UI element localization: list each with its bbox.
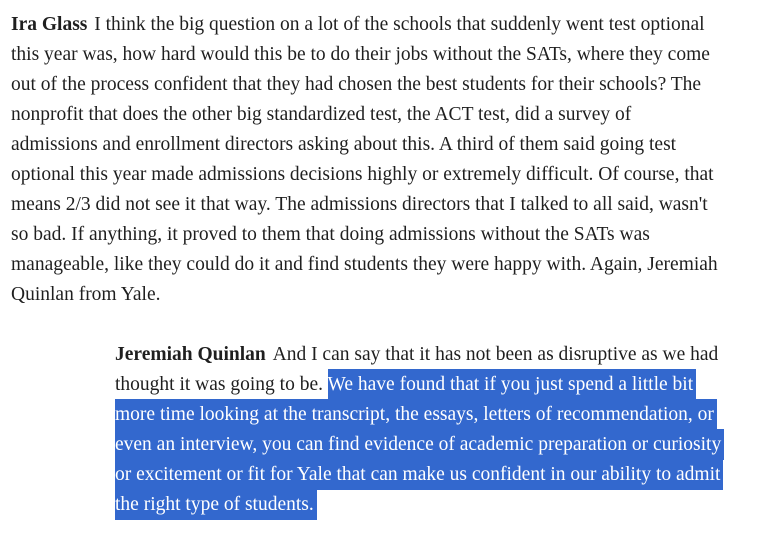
line-text: I think the big question on a lot of the schools that suddenly went test optional (94, 14, 705, 35)
selected-text-highlight: even an interview, you can find evidence of academic preparation or curiosity (115, 429, 724, 460)
line-text: And I can say that it has not been as disruptive as we had (272, 344, 719, 365)
speaker-name: Ira Glass (11, 14, 88, 35)
transcript-line (115, 400, 747, 430)
transcript-line: so bad. If anything, it proved to them that doing admissions without the SATs was (11, 224, 650, 245)
paragraph-ira-glass (11, 10, 747, 310)
transcript-line: manageable, like they could do it and find students they were happy with. Again, Jeremiah (11, 254, 718, 275)
transcript-line (115, 430, 747, 460)
selected-text-highlight: more time looking at the transcript, the essays, letters of recommendation, or (115, 399, 717, 430)
paragraph-jeremiah-quinlan (115, 340, 747, 520)
selected-text-highlight: We have found that if you just spend a little bit (328, 369, 697, 400)
transcript-line (11, 10, 747, 40)
transcript-line (115, 490, 747, 520)
transcript-line: this year was, how hard would this be to do their jobs without the SATs, where they come (11, 44, 710, 65)
transcript-line: out of the process confident that they had chosen the best students for their schools? The (11, 74, 702, 95)
transcript-line: means 2/3 did not see it that way. The admissions directors that I talked to all said, wasn't (11, 194, 708, 215)
selected-text-highlight: the right type of students. (115, 489, 317, 520)
speaker-name: Jeremiah Quinlan (115, 344, 266, 365)
transcript-line (115, 460, 747, 490)
transcript-line (115, 340, 747, 370)
transcript-line (115, 370, 747, 400)
transcript-line: nonprofit that does the other big standardized test, the ACT test, did a survey of (11, 104, 632, 125)
selected-text-highlight: or excitement or fit for Yale that can make us confident in our ability to admit (115, 459, 723, 490)
transcript-line: admissions and enrollment directors asking about this. A third of them said going test (11, 134, 677, 155)
line-text: thought it was going to be. (115, 374, 328, 395)
transcript-line: optional this year made admissions decisions highly or extremely difficult. Of course, that (11, 164, 714, 185)
transcript-line: Quinlan from Yale. (11, 284, 161, 305)
